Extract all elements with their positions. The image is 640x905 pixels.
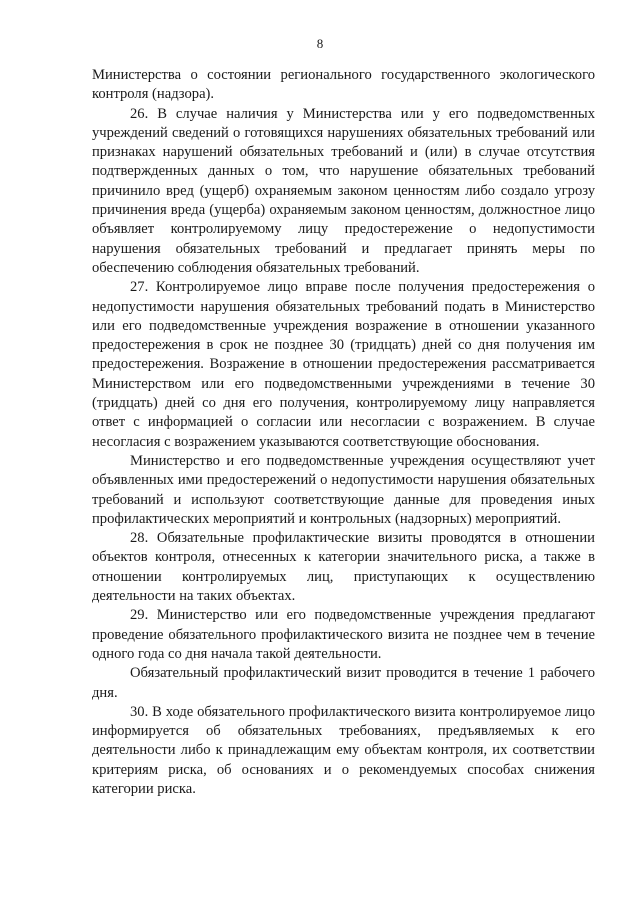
paragraph-item-26: 26. В случае наличия у Министерства или у его подведомственных учреждений сведений о готовящихся нарушениях обязательных требований или признаках нарушений обязательных требований и (или) в случае отсутствия подтвержденных данных о том, что нарушение обязательных требований причинило вред (ущерб) охраняемым законом ценностям либо создало угрозу причинения вреда (ущерба) охраняемым законом ценностям, должностное лицо объявляет контролируемому лицу предостережение о недопустимости нарушения обязательных требований и предлагает принять меры по обеспечению соблюдения обязательных требований.: [92, 105, 595, 276]
paragraph-item-27: 27. Контролируемое лицо вправе после получения предостережения о недопустимости нарушения обязательных требований подать в Министерство или его подведомственные учреждения возражение в отношении указанного предостережения в срок не позднее 30 (тридцать) дней со дня получения им предостережения. Возражение в отношении предостережения рассматривается Министерством или его подведомственными учреждениями в течение 30 (тридцать) дней со дня его получения, контролируемому лицу направляется ответ с информацией о согласии или несогласии с возражением. В случае несогласия с возражением указываются соответствующие обоснования.: [92, 279, 595, 450]
paragraph-continuation: Министерства о состоянии регионального государственного экологического контроля (надзора).: [92, 67, 595, 103]
paragraph-item-28: 28. Обязательные профилактические визиты проводятся в отношении объектов контроля, отнесенных к категории значительного риска, а также в отношении контролируемых лиц, приступающих к осуществлению деятельности на таких объектах.: [92, 530, 595, 605]
paragraph-item-29: 29. Министерство или его подведомственные учреждения предлагают проведение обязательного профилактического визита не позднее чем в течение одного года со дня начала такой деятельности.: [92, 607, 595, 662]
paragraph-item-30: 30. В ходе обязательного профилактического визита контролируемое лицо информируется об обязательных требованиях, предъявляемых к его деятельности либо к принадлежащим ему объектам контроля, их соответствии критериям риска, об основаниях и о рекомендуемых способах снижения категории риска.: [92, 703, 595, 797]
paragraph-warnings-registry: Министерство и его подведомственные учреждения осуществляют учет объявленных ими предостережений о недопустимости нарушения обязательных требований и используют соответствующие данные для проведения иных профилактических мероприятий и контрольных (надзорных) мероприятий.: [92, 452, 595, 527]
page-number: 8: [316, 36, 324, 51]
paragraph-visit-duration: Обязательный профилактический визит проводится в течение 1 рабочего дня.: [92, 665, 595, 701]
document-body: [92, 66, 595, 799]
